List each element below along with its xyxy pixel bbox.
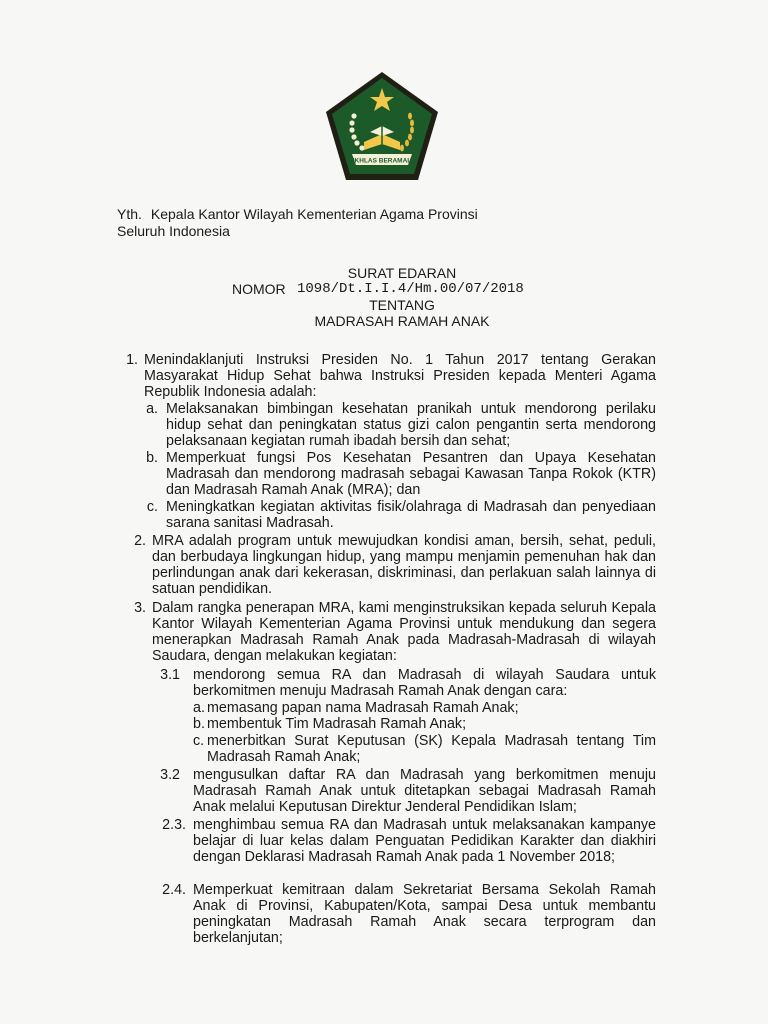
list-item-number: a. [146,401,158,417]
letter-number-label: NOMOR [232,281,286,297]
ministry-emblem-logo [324,70,440,182]
sub-item-text: Memperkuat kemitraan dalam Sekretariat Bersama Sekolah Ramah Anak di Provinsi, Kabupaten/Kota, sampai Desa untuk membantu peningkatan Madrasah Ramah Anak secara terprogram dan berkelanjutan; [193,882,656,946]
sub-list-item [160,667,656,699]
sub-item-text: memasang papan nama Madrasah Ramah Anak; [207,700,519,716]
list-item-number: 1. [126,352,138,368]
letter-number-row [0,281,768,297]
list-item-text: Memperkuat fungsi Pos Kesehatan Pesantren dan Upaya Kesehatan Madrasah dan mendorong madrasah sebagai Kawasan Tanpa Rokok (KTR) dan Madrasah Ramah Anak (MRA); dan [166,450,656,498]
sub-item-number: c. [193,733,205,749]
list-item-number: c. [146,499,158,515]
addressee-prefix: Yth. [117,206,142,222]
emblem-banner-text: IKHLAS BERAMAL [352,157,412,165]
sub-item-text: menghimbau semua RA dan Madrasah untuk melaksanakan kampanye belajar di luar kelas dalam Penguatan Pedidikan Karakter dan diakhiri dengan Deklarasi Madrasah Ramah Anak pada 1 November 2018; [193,817,656,865]
sub-sub-list-item [193,700,656,716]
sub-item-number: a. [193,700,205,716]
list-item-number: b. [146,450,158,466]
list-item-text: Menindaklanjuti Instruksi Presiden No. 1 Tahun 2017 tentang Gerakan Masyarakat Hidup Sehat bahwa Instruksi Presiden kepada Menteri Agama Republik Indonesia adalah: [144,352,656,400]
sub-list-item [160,767,656,815]
sub-sub-list-item [193,716,656,732]
list-item-number: 3. [134,600,146,616]
addressee-block [117,206,478,240]
sub-item-number: 3.2 [160,767,180,783]
letter-subject: MADRASAH RAMAH ANAK [314,313,490,329]
list-item [126,533,656,597]
letter-heading [0,265,768,329]
list-item [140,401,656,449]
list-item-text: Dalam rangka penerapan MRA, kami menginstruksikan kepada seluruh Kepala Kantor Wilayah Kementerian Agama Provinsi untuk mendukung dan segera menerapkan Madrasah Ramah Anak pada Madrasah-Madrasah di wilayah Saudara, dengan melakukan kegiatan: [152,600,656,664]
list-item [126,600,656,664]
sub-list-item [160,817,656,865]
addressee-line-2: Seluruh Indonesia [117,223,230,239]
sub-item-number: b. [193,716,205,732]
list-item-text: Melaksanakan bimbingan kesehatan pranikah untuk mendorong perilaku hidup sehat dan peningkatan status gizi calon pengantin serta mendorong pelaksanaan kegiatan rumah ibadah bersih dan sehat; [166,401,656,449]
sub-item-text: mengusulkan daftar RA dan Madrasah yang berkomitmen menuju Madrasah Ramah Anak untuk ditetapkan sebagai Madrasah Ramah Anak melalui Keputusan Direktur Jenderal Pendidikan Islam; [193,767,656,815]
list-item [140,499,656,531]
sub-item-number: 3.1 [160,667,180,683]
list-item-text: Meningkatkan kegiatan aktivitas fisik/olahraga di Madrasah dan penyediaan sarana sanitasi Madrasah. [166,499,656,531]
addressee-line-1: Kepala Kantor Wilayah Kementerian Agama Provinsi [150,206,478,222]
list-item-text: MRA adalah program untuk mewujudkan kondisi aman, bersih, sehat, peduli, dan berbudaya lingkungan hidup, yang mampu menjamin pemenuhan hak dan perlindungan anak dari kekerasan, diskriminasi, dan perlakuan salah lainnya di satuan pendidikan. [152,533,656,597]
sub-item-number: 2.3. [162,817,186,833]
sub-item-number: 2.4. [162,882,186,898]
sub-item-text: membentuk Tim Madrasah Ramah Anak; [207,716,467,732]
list-item [118,352,656,400]
list-item-number: 2. [134,533,146,549]
sub-item-text: menerbitkan Surat Keputusan (SK) Kepala Madrasah tentang Tim Madrasah Ramah Anak; [207,733,656,765]
letter-number-value: 1098/Dt.I.I.4/Hm.00/07/2018 [297,281,524,297]
letter-tentang: TENTANG [369,297,435,313]
sub-list-item [160,882,656,946]
list-item [140,450,656,498]
letter-title: SURAT EDARAN [347,265,457,281]
sub-item-text: mendorong semua RA dan Madrasah di wilayah Saudara untuk berkomitmen menuju Madrasah Ramah Anak dengan cara: [193,667,656,699]
sub-sub-list-item [193,733,656,765]
